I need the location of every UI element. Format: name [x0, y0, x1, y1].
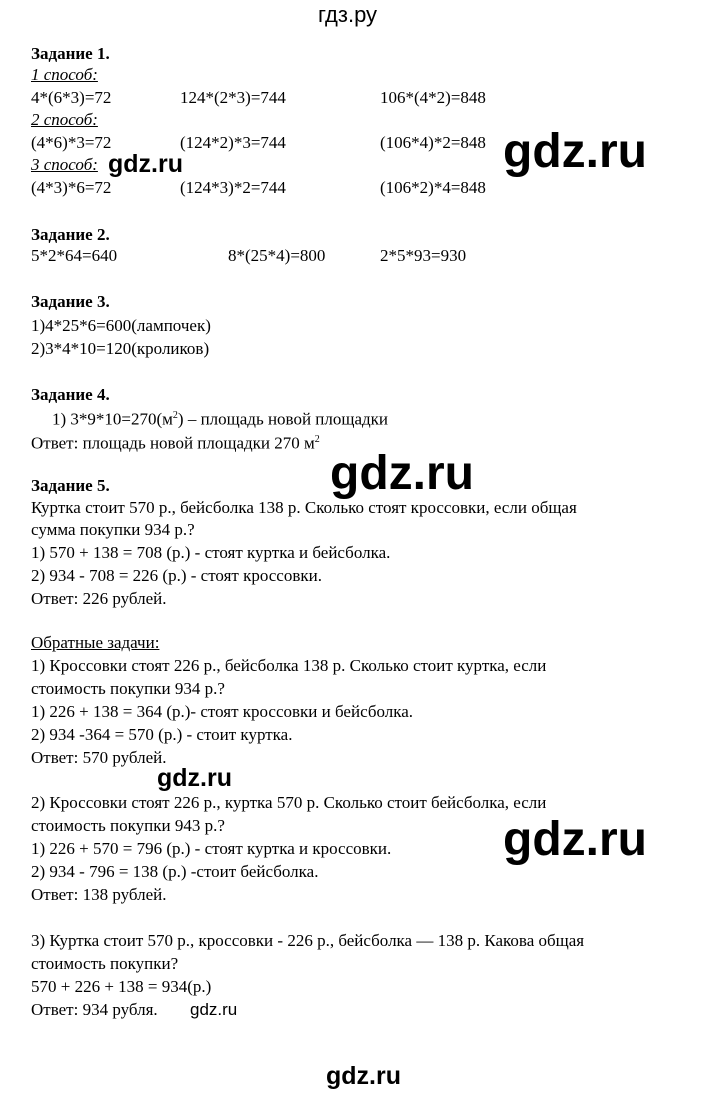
inverse2-line4: 2) 934 - 796 = 138 (р.) -стоит бейсболка.: [31, 862, 319, 881]
task3-line1: 1)4*25*6=600(лампочек): [31, 316, 211, 335]
watermark-small-2: gdz.ru: [157, 764, 232, 792]
task1-method2-label: 2 способ:: [31, 110, 98, 129]
inverse1-line1: 1) Кроссовки стоят 226 р., бейсболка 138 р. Сколько стоит куртка, если: [31, 656, 547, 675]
inverse3-line3: 570 + 226 + 138 = 934(р.): [31, 977, 212, 996]
task1-method1-label: 1 способ:: [31, 65, 98, 84]
watermark-big-3: gdz.ru: [503, 813, 647, 866]
task1-title: Задание 1.: [31, 44, 110, 63]
task5-cond1: Куртка стоит 570 р., бейсболка 138 р. Сколько стоят кроссовки, если общая: [31, 498, 577, 517]
task1-method1-eq3: 106*(4*2)=848: [380, 88, 486, 107]
inverse2-line2: стоимость покупки 943 р.?: [31, 816, 225, 835]
inverse3-line1: 3) Куртка стоит 570 р., кроссовки - 226 р., бейсболка — 138 р. Какова общая: [31, 931, 585, 950]
task1-method3-eq2: (124*3)*2=744: [180, 178, 286, 197]
task2-eq3: 2*5*93=930: [380, 246, 467, 265]
task2-eq1: 5*2*64=640: [31, 246, 118, 265]
task1-method2-eq3: (106*4)*2=848: [380, 133, 486, 152]
task4-answer: Ответ: площадь новой площадки 270 $м^2$: [31, 433, 320, 453]
task2-eq2: 8*(25*4)=800: [228, 246, 326, 265]
task1-method2-eq2: (124*2)*3=744: [180, 133, 286, 152]
task2-title: Задание 2.: [31, 225, 110, 244]
inverse2-line1: 2) Кроссовки стоят 226 р., куртка 570 р. Сколько стоит бейсболка, если: [31, 793, 547, 812]
inverse3-line2: стоимость покупки?: [31, 954, 179, 973]
task5-title: Задание 5.: [31, 476, 110, 495]
task5-step2: 2) 934 - 708 = 226 (р.) - стоят кроссовки.: [31, 566, 322, 585]
task1-method3-label: 3 способ:: [31, 155, 98, 174]
inverse3-line4: Ответ: 934 рубля.: [31, 1000, 158, 1019]
inverse2-line5: Ответ: 138 рублей.: [31, 885, 167, 904]
task3-line2: 2)3*4*10=120(кроликов): [31, 339, 210, 358]
watermark-small-1: gdz.ru: [108, 150, 183, 178]
task3-title: Задание 3.: [31, 292, 110, 311]
task1-method1-eq2: 124*(2*3)=744: [180, 88, 286, 107]
inverse1-line3: 1) 226 + 138 = 364 (р.)- стоят кроссовки и бейсболка.: [31, 702, 414, 721]
task1-method3-eq1: (4*3)*6=72: [31, 178, 112, 197]
task1-method2-eq1: (4*6)*3=72: [31, 133, 112, 152]
watermark-tiny: gdz.ru: [190, 1000, 238, 1019]
footer-watermark: gdz.ru: [326, 1062, 401, 1090]
site-header: гдз.ру: [318, 2, 378, 27]
task1-method1-eq1: 4*(6*3)=72: [31, 88, 112, 107]
task5-step1: 1) 570 + 138 = 708 (р.) - стоят куртка и бейсболка.: [31, 543, 391, 562]
task4-line1: 1) $3*9*10=270(м^2)$ – площадь новой площадки: [52, 409, 389, 429]
inverse-title: Обратные задачи:: [31, 633, 160, 652]
inverse1-line5: Ответ: 570 рублей.: [31, 748, 167, 767]
inverse1-line2: стоимость покупки 934 р.?: [31, 679, 225, 698]
watermark-big-2: gdz.ru: [330, 447, 474, 500]
watermark-big-1: gdz.ru: [503, 125, 647, 178]
task5-cond2: сумма покупки 934 р.?: [31, 520, 195, 539]
task1-method3-eq3: (106*2)*4=848: [380, 178, 486, 197]
task5-answer: Ответ: 226 рублей.: [31, 589, 167, 608]
inverse2-line3: 1) 226 + 570 = 796 (р.) - стоят куртка и кроссовки.: [31, 839, 392, 858]
inverse1-line4: 2) 934 -364 = 570 (р.) - стоит куртка.: [31, 725, 293, 744]
task4-title: Задание 4.: [31, 385, 110, 404]
